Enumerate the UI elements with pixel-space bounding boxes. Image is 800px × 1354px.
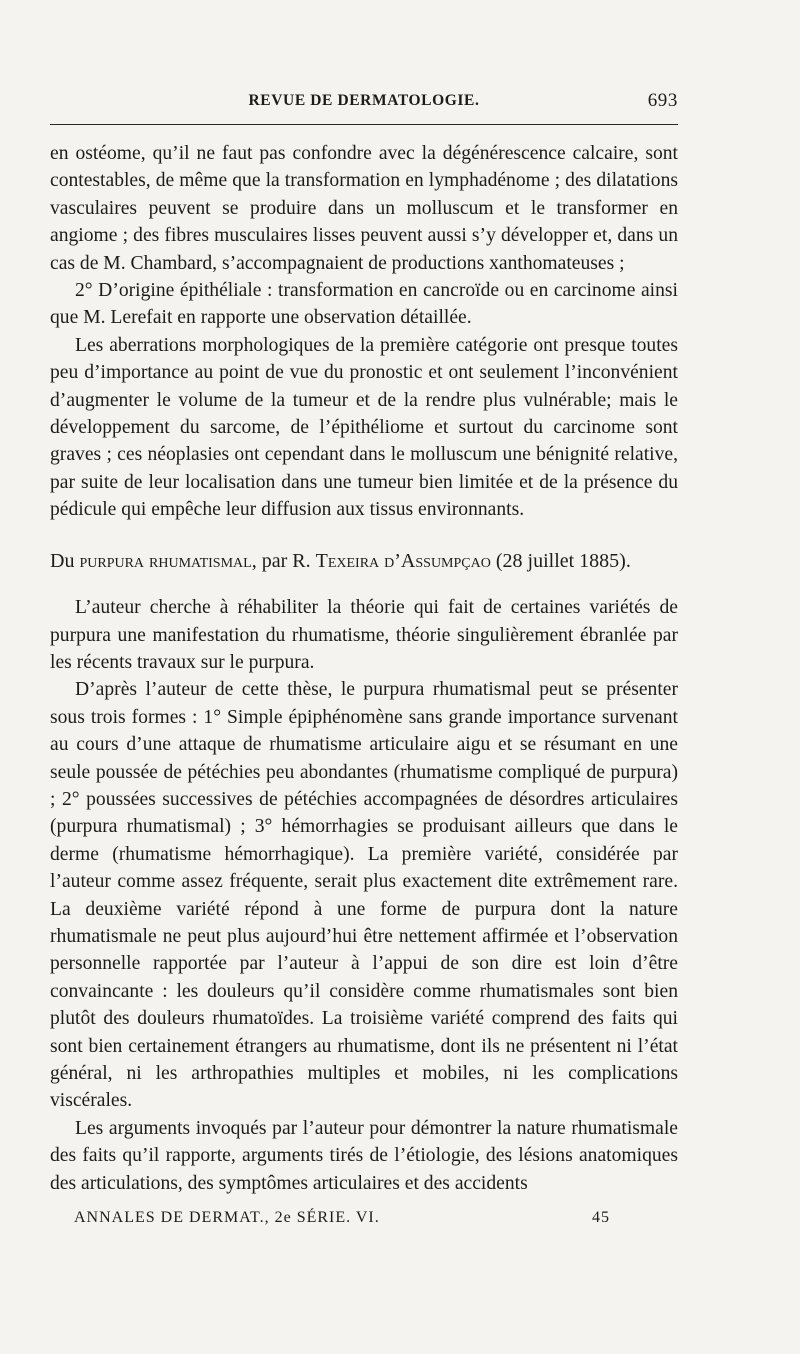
text-column	[50, 140, 678, 1197]
paragraph: L’auteur cherche à réhabiliter la théorie qui fait de certaines variétés de purpura une manifestation du rhumatisme, théorie singulièrement ébranlée par les récents travaux sur le purpura.	[50, 597, 678, 673]
page-footer	[74, 1209, 678, 1233]
paragraph: Les arguments invoqués par l’auteur pour démontrer la nature rhumatismale des faits qu’il rapporte, arguments tirés de l’étiologie, des lésions anatomiques des articulations, des symptômes articulaires et des accidents	[50, 1117, 678, 1194]
heading-subject: purpura rhumatismal,	[79, 549, 257, 572]
heading-du: Du	[50, 549, 75, 572]
paragraph: 2° D’origine épithéliale : transformation en cancroïde ou en carcinome ainsi que M. Lerefait en rapporte une observation détaillée.	[50, 280, 678, 329]
paragraph: D’après l’auteur de cette thèse, le purpura rhumatismal peut se présenter sous trois formes : 1° Simple épiphénomène sans grande importance survenant au cours d’une attaque de rhumatisme articulaire aigu et se résumant en une seule poussée de pétéchies peu abondantes (rhumatisme compliqué de purpura) ; 2° poussées successives de pétéchies accompagnées de désordres articulaires (purpura rhumatismal) ; 3° hémorrhagies se produisant ailleurs que dans le derme (rhumatisme hémorrhagique). La première variété, considérée par l’auteur comme assez fréquente, serait plus exactement dite extrêmement rare. La deuxième variété répond à une forme de purpura dont la nature rhumatismale ne peut plus aujourd’hui être nettement affirmée et l’observation personnelle rapportée par l’auteur à l’appui de son dire est loin d’être convaincante : les douleurs qu’il considère comme rhumatismales sont bien plutôt des douleurs rhumatoïdes. La troisième variété comprend des faits qui sont bien certainement étrangers au rhumatisme, dont ils ne présentent ni l’état général, ni les arthropathies multiples et mobiles, ni les complications viscérales.	[50, 679, 678, 1112]
heading-par: par	[261, 549, 288, 572]
heading-author-surname: d’Assumpçao	[384, 549, 491, 572]
running-title: REVUE DE DERMATOLOGIE.	[248, 92, 480, 109]
paragraph: Les aberrations morphologiques de la première catégorie ont presque toutes peu d’importance au point de vue du pronostic et ont seulement l’inconvénient d’augmenter le volume de la tumeur et de la rendre plus vulnérable; mais le développement du sarcome, de l’épithéliome et surtout du carcinome sont graves ; ces néoplasies ont cependant dans le molluscum une bénignité relative, par suite de leur localisation dans une tumeur bien limitée et de la présence du pédicule qui empêche leur diffusion aux tissus environnants.	[50, 334, 678, 521]
heading-author-name: Texeira	[315, 549, 380, 572]
header-rule	[50, 124, 678, 125]
heading-author-initial: R.	[292, 549, 311, 572]
heading-date: (28 juillet 1885).	[495, 549, 631, 572]
footer-signature: 45	[592, 1209, 610, 1226]
running-header	[50, 88, 678, 112]
section-heading	[50, 548, 678, 575]
footer-source: ANNALES DE DERMAT., 2e SÉRIE. VI.	[74, 1209, 380, 1226]
page-number: 693	[647, 90, 678, 111]
paragraph: en ostéome, qu’il ne faut pas confondre avec la dégénérescence calcaire, sont contestables, de même que la transformation en lymphadénome ; des dilatations vasculaires peuvent se produire dans un molluscum et le transformer en angiome ; des fibres musculaires lisses peuvent aussi s’y développer et, dans un cas de M. Chambard, s’accompagnaient de productions xanthomateuses ;	[50, 143, 678, 274]
